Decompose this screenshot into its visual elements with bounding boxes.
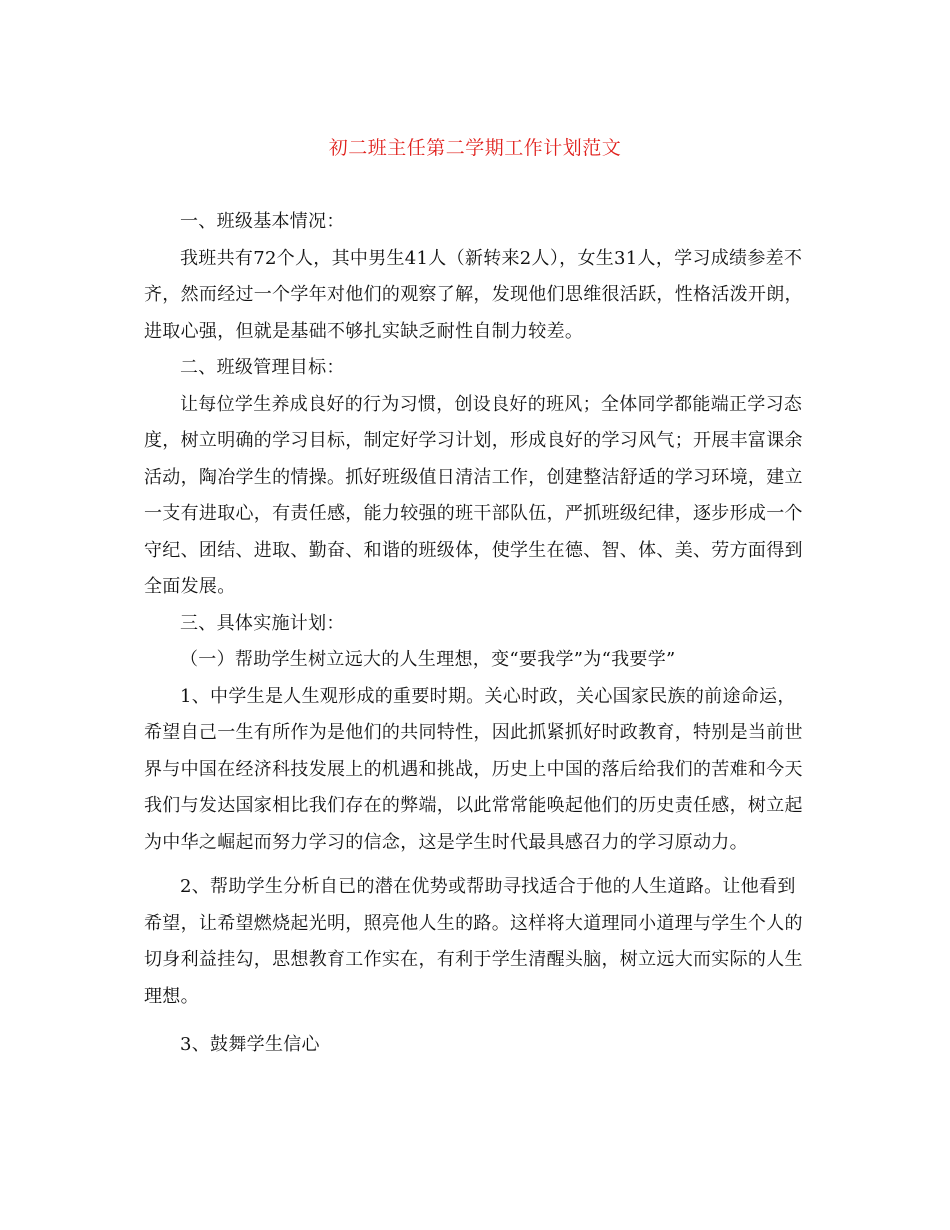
paragraph-point-1: 1、中学生是人生观形成的重要时期。关心时政，关心国家民族的前途命运，希望自己一生有所作为是他们的共同特性，因此抓紧抓好时政教育，特别是当前世界与中国在经济科技发展上的机遇和挑战，历史上中国的落后给我们的苦难和今天我们与发达国家相比我们存在的弊端，以此常常能唤起他们的历史责任感，树立起为中华之崛起而努力学习的信念，这是学生时代最具感召力的学习原动力。 bbox=[144, 685, 803, 853]
subsection-heading-ideals: （一）帮助学生树立远大的人生理想，变“要我学”为“我要学” bbox=[180, 649, 676, 670]
section-heading-management-goals: 二、班级管理目标： bbox=[180, 357, 345, 378]
section-heading-class-situation: 一、班级基本情况： bbox=[180, 211, 345, 232]
document-body bbox=[144, 204, 804, 1064]
paragraph-point-2: 2、帮助学生分析自已的潜在优势或帮助寻找适合于他的人生道路。让他看到希望，让希望燃烧起光明，照亮他人生的路。这样将大道理同小道理与学生个人的切身利益挂勾，思想教育工作实在，有利于学生清醒头脑，树立远大而实际的人生理想。 bbox=[144, 876, 803, 1007]
paragraph-management-goals: 让每位学生养成良好的行为习惯，创设良好的班风；全体同学都能端正学习态度，树立明确的学习目标，制定好学习计划，形成良好的学习风气；开展丰富课余活动，陶冶学生的情操。抓好班级值日清洁工作，创建整洁舒适的学习环境，建立一支有进取心，有责任感，能力较强的班干部队伍，严抓班级纪律，逐步形成一个守纪、团结、进取、勤奋、和谐的班级体，使学生在德、智、体、美、劳方面得到全面发展。 bbox=[144, 393, 803, 597]
paragraph-class-situation: 我班共有72个人，其中男生41人（新转来2人），女生31人，学习成绩参差不齐，然而经过一个学年对他们的观察了解，发现他们思维很活跃，性格活泼开朗，进取心强，但就是基础不够扎实缺乏耐性自制力较差。 bbox=[144, 247, 803, 342]
section-heading-implementation-plan: 三、具体实施计划： bbox=[180, 612, 345, 634]
paragraph-point-3: 3、鼓舞学生信心 bbox=[180, 1034, 320, 1055]
document-title: 初二班主任第二学期工作计划范文 bbox=[328, 137, 622, 159]
